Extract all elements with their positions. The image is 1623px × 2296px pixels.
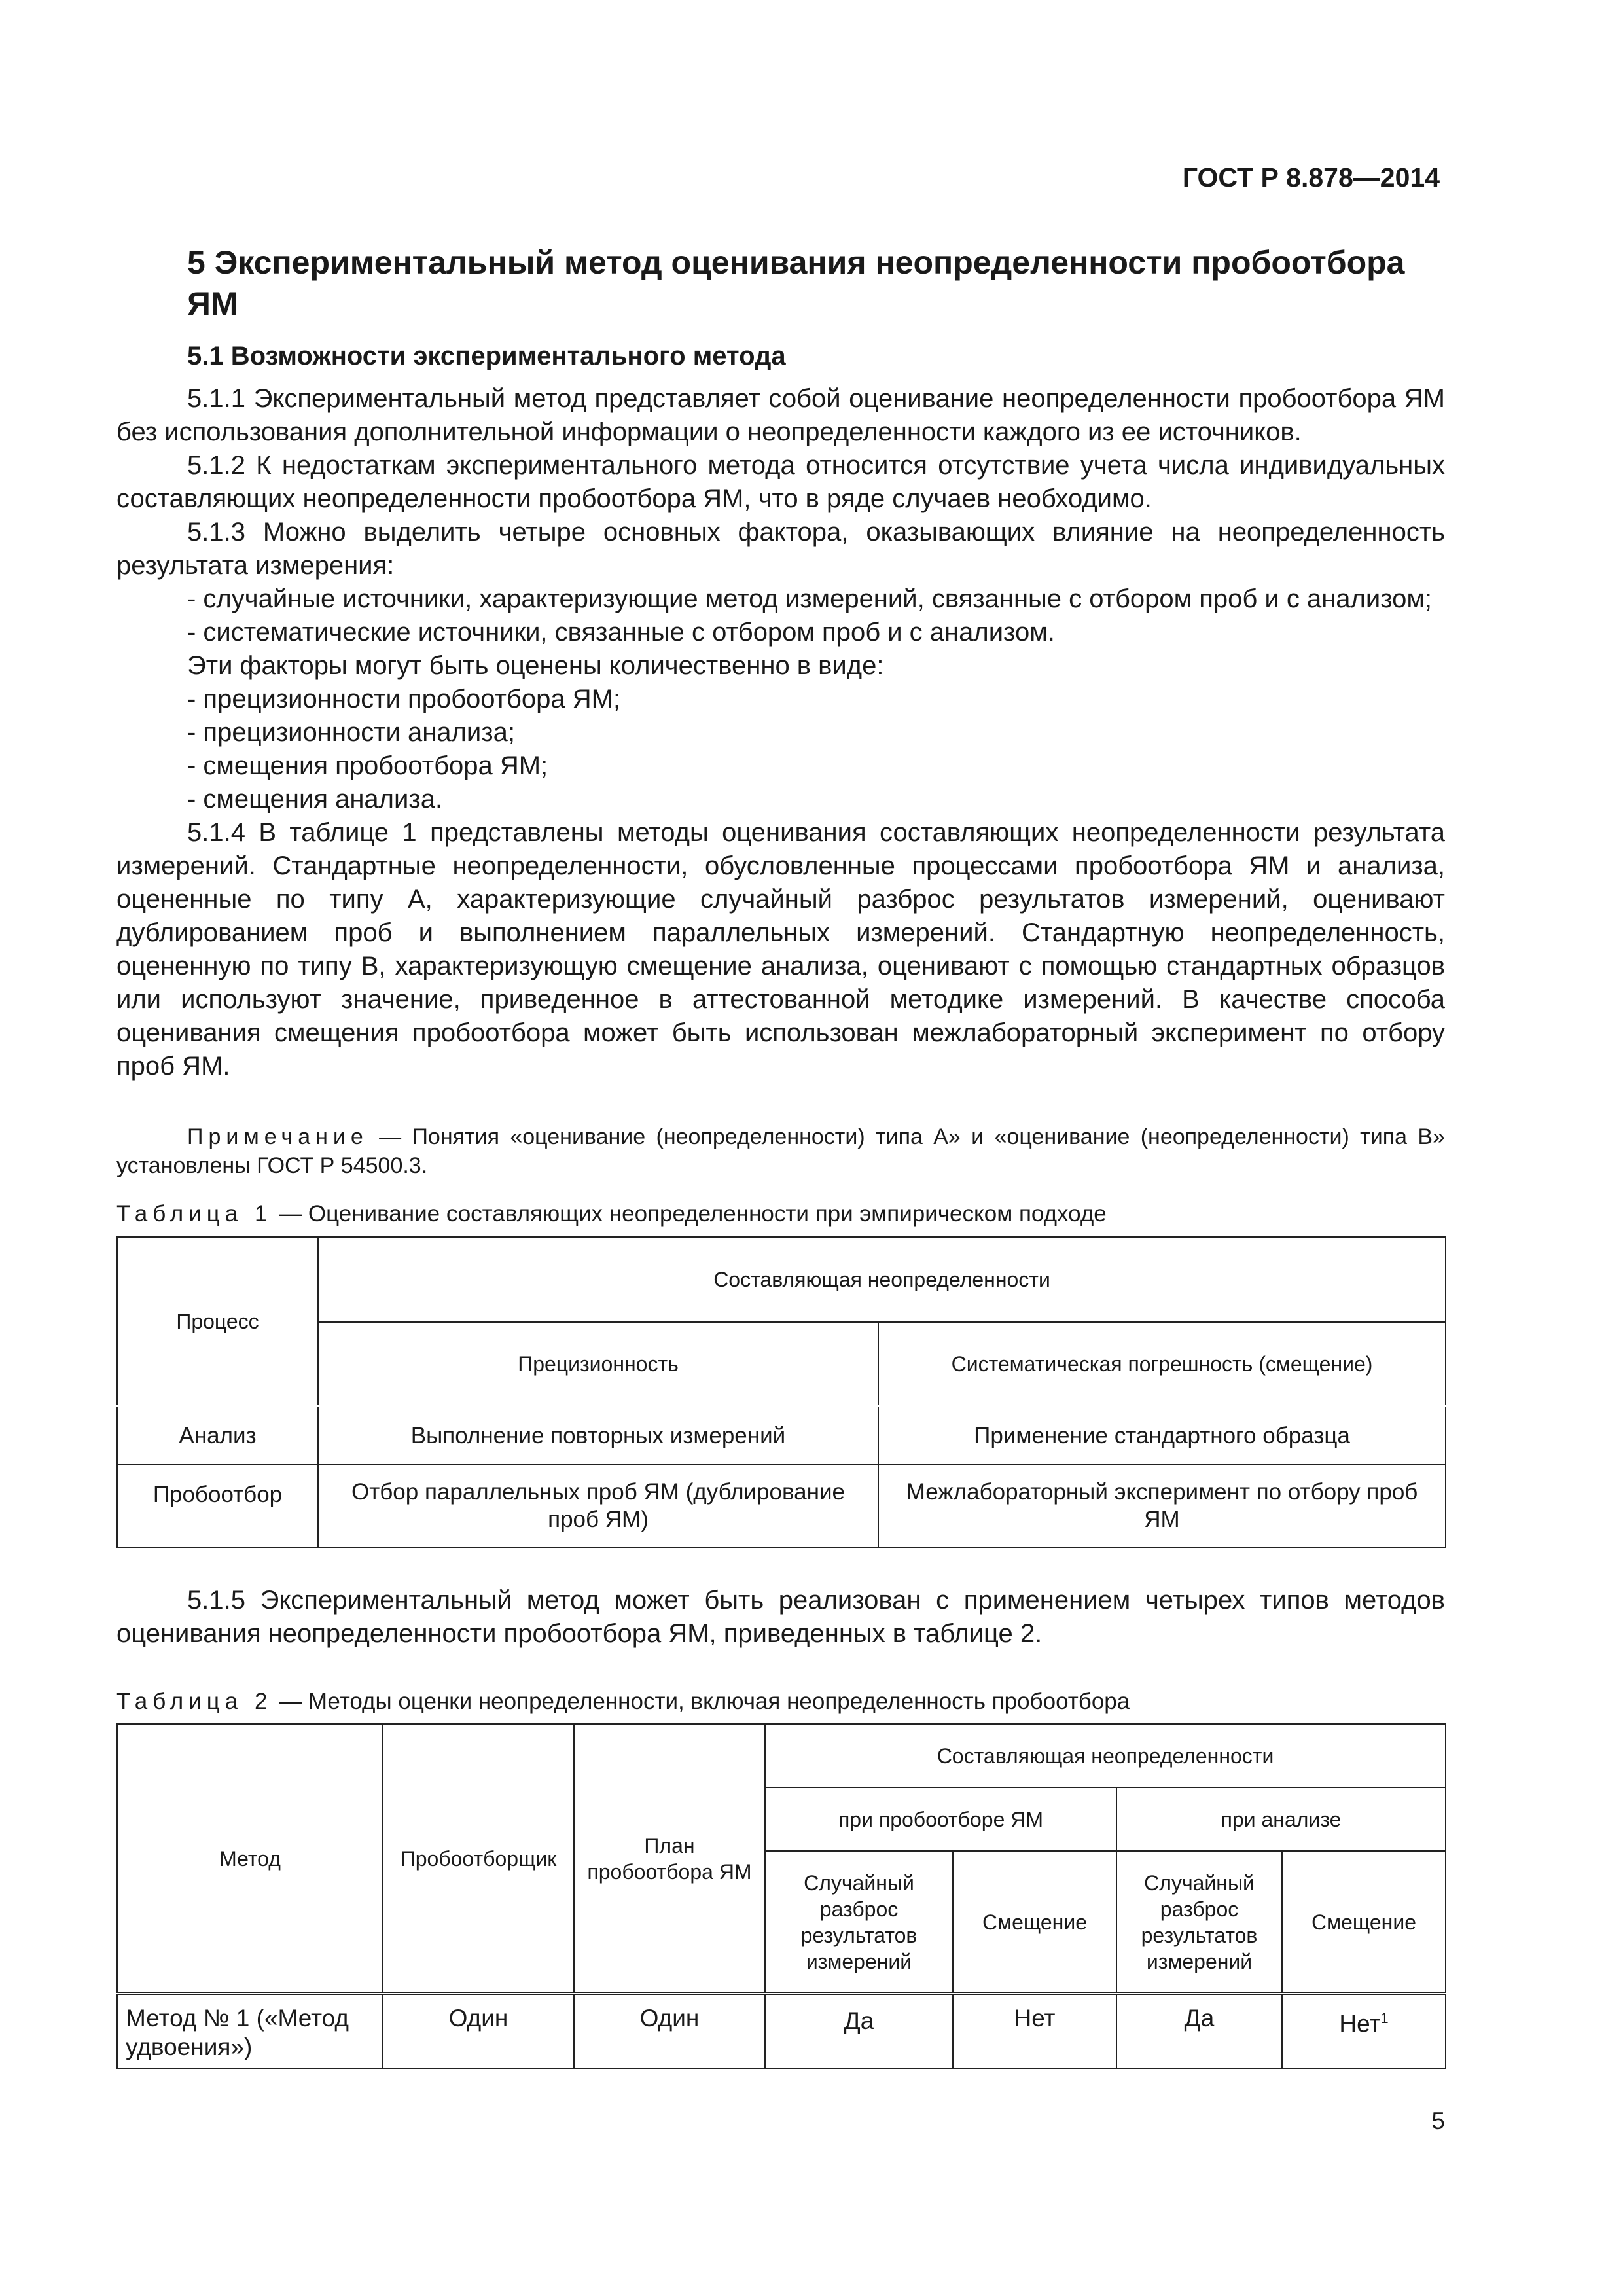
header-bias-analysis: Смещение bbox=[1282, 1851, 1446, 1994]
table-row bbox=[117, 1465, 1446, 1547]
table1-caption-label: Таблица 1 bbox=[116, 1201, 273, 1227]
table2-caption bbox=[116, 1689, 1130, 1715]
table-2 bbox=[116, 1723, 1446, 2069]
header-precision: Прецизионность bbox=[318, 1322, 878, 1406]
header-bias-sampling: Смещение bbox=[953, 1851, 1116, 1994]
table-cell: Выполнение повторных измерений bbox=[318, 1406, 878, 1465]
header-plan: План пробоотбора ЯМ bbox=[574, 1724, 765, 1994]
table1-caption bbox=[116, 1201, 1107, 1227]
header-sampler: Пробоотборщик bbox=[383, 1724, 574, 1994]
footnote-marker: 1 bbox=[1380, 2010, 1389, 2026]
table-cell: Применение стандартного образца bbox=[878, 1406, 1446, 1465]
header-component: Составляющая неопределенности bbox=[318, 1237, 1446, 1322]
table-cell bbox=[1282, 1994, 1446, 2068]
table-cell: Один bbox=[574, 1994, 765, 2068]
body-text bbox=[116, 382, 1445, 1083]
note bbox=[116, 1122, 1445, 1180]
table-cell: Нет bbox=[953, 1994, 1116, 2068]
paragraph-5-1-1: 5.1.1 Экспериментальный метод представляет собой оценивание неопределенности пробоотбора ЯМ без использования дополнительной информации о неопределенности каждого из ее источников. bbox=[116, 384, 1445, 446]
table-row bbox=[117, 1994, 1446, 2068]
cell-text: Нет bbox=[1339, 2010, 1381, 2037]
list-item: - случайные источники, характеризующие метод измерений, связанные с отбором проб и с анализом; bbox=[187, 584, 1432, 613]
header-analysis: при анализе bbox=[1116, 1787, 1446, 1851]
note-text: — Понятия «оценивание (неопределенности) типа А» и «оценивание (неопределенности) типа В» установлены ГОСТ Р 54500.3. bbox=[116, 1124, 1445, 1178]
header-sampling: при пробоотборе ЯМ bbox=[765, 1787, 1116, 1851]
subsection-title: 5.1 Возможности экспериментального метода bbox=[187, 342, 786, 370]
table-cell: Да bbox=[765, 1994, 953, 2068]
paragraph-5-1-2: 5.1.2 К недостаткам экспериментального метода относится отсутствие учета числа индивидуальных составляющих неопределенности пробоотбора ЯМ, что в ряде случаев необходимо. bbox=[116, 451, 1445, 513]
table2-caption-text: — Методы оценки неопределенности, включая неопределенность пробоотбора bbox=[272, 1689, 1130, 1714]
factors-intro: Эти факторы могут быть оценены количественно в виде: bbox=[187, 651, 884, 680]
table-1 bbox=[116, 1236, 1446, 1548]
table-cell: Один bbox=[383, 1994, 574, 2068]
table-cell: Отбор параллельных проб ЯМ (дублирование проб ЯМ) bbox=[318, 1465, 878, 1547]
paragraph-5-1-3: 5.1.3 Можно выделить четыре основных фактора, оказывающих влияние на неопределенность результата измерения: bbox=[116, 518, 1445, 580]
header-random-sampling: Случайный разброс результатов измерений bbox=[765, 1851, 953, 1994]
list-item: - смещения анализа. bbox=[187, 785, 443, 814]
table-row bbox=[117, 1406, 1446, 1465]
header-method: Метод bbox=[117, 1724, 383, 1994]
table1-caption-text: — Оценивание составляющих неопределенности при эмпирическом подходе bbox=[272, 1201, 1107, 1227]
paragraph-5-1-5: 5.1.5 Экспериментальный метод может быть реализован с применением четырех типов методов оценивания неопределенности пробоотбора ЯМ, приведенных в таблице 2. bbox=[116, 1586, 1445, 1648]
table-cell: Анализ bbox=[117, 1406, 318, 1465]
section-title: 5 Экспериментальный метод оценивания неопределенности пробоотбора ЯМ bbox=[187, 244, 1405, 322]
list-item: - смещения пробоотбора ЯМ; bbox=[187, 751, 548, 780]
table2-caption-label: Таблица 2 bbox=[116, 1689, 273, 1714]
note-label: Примечание bbox=[187, 1124, 368, 1149]
paragraph-5-1-4: 5.1.4 В таблице 1 представлены методы оценивания составляющих неопределенности результата измерений. Стандартные неопределенности, обусловленные процессами пробоотбора ЯМ и анализа, оцененные по типу А, характеризующие случайный разброс результатов измерений, оценивают дублированием проб и выполнением параллельных измерений. Стандартную неопределенность, оцененную по типу В, характеризующую смещение анализа, оценивают с помощью стандартных образцов или используют значение, приведенное в аттестованной методике измерений. В качестве способа оценивания смещения пробоотбора может быть использован межлабораторный эксперимент по отбору проб ЯМ. bbox=[116, 818, 1445, 1081]
document-code: ГОСТ Р 8.878—2014 bbox=[1182, 162, 1440, 192]
header-component: Составляющая неопределенности bbox=[765, 1724, 1446, 1787]
table-cell: Межлабораторный эксперимент по отбору проб ЯМ bbox=[878, 1465, 1446, 1547]
header-random-analysis: Случайный разброс результатов измерений bbox=[1116, 1851, 1282, 1994]
header-process: Процесс bbox=[117, 1237, 318, 1406]
list-item: - систематические источники, связанные с отбором проб и с анализом. bbox=[187, 618, 1055, 647]
header-systematic: Систематическая погрешность (смещение) bbox=[878, 1322, 1446, 1406]
table-cell: Метод № 1 («Метод удвоения») bbox=[117, 1994, 383, 2068]
list-item: - прецизионности пробоотбора ЯМ; bbox=[187, 685, 621, 713]
table-cell: Да bbox=[1116, 1994, 1282, 2068]
list-item: - прецизионности анализа; bbox=[187, 718, 515, 747]
page-number: 5 bbox=[1431, 2108, 1445, 2134]
table-cell: Пробоотбор bbox=[117, 1465, 318, 1547]
